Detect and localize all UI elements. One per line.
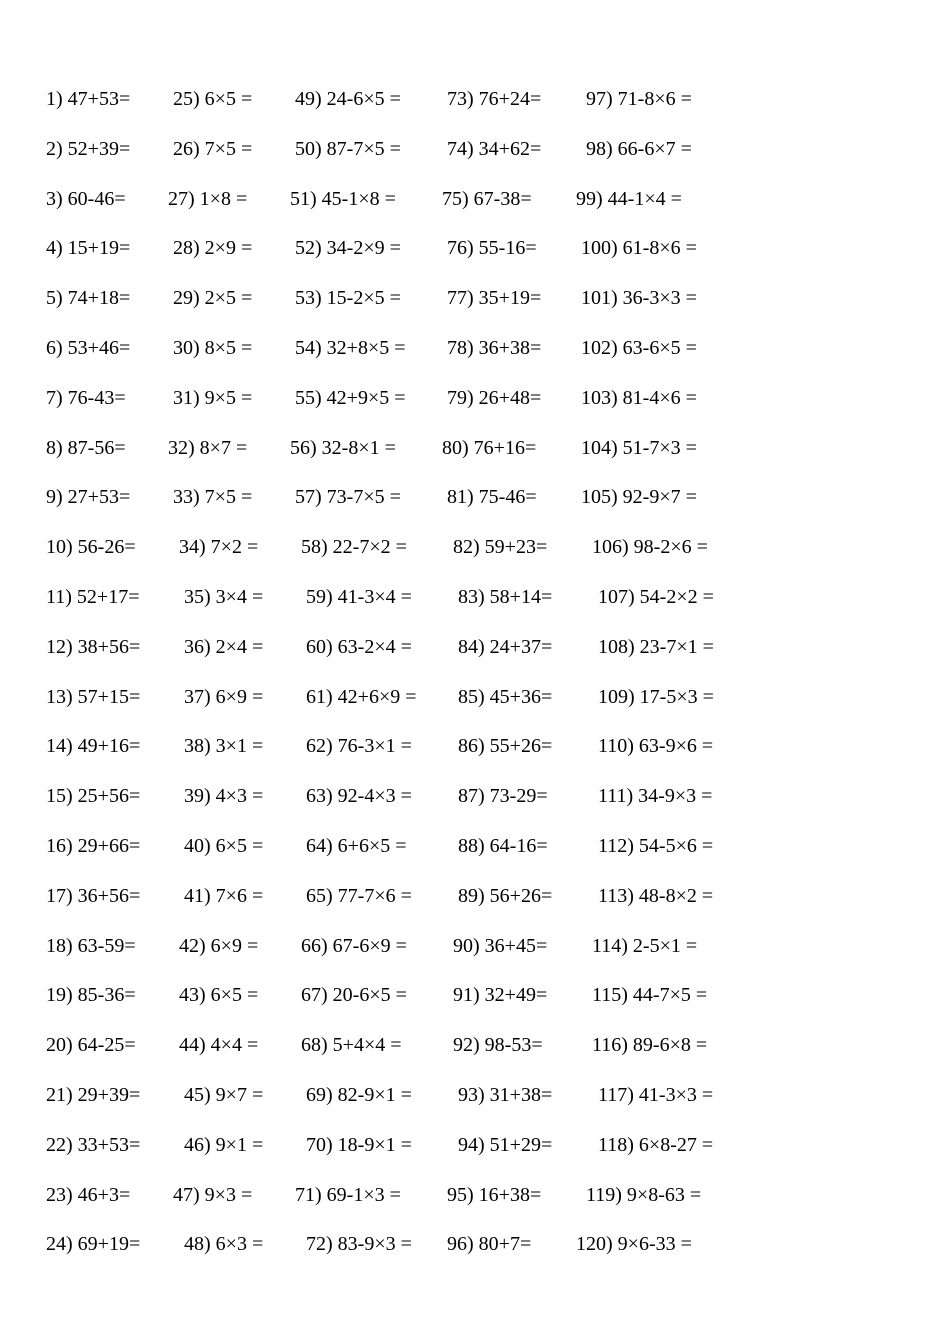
problem-row — [0, 233, 950, 263]
math-problem: 48) 6×3 = — [184, 1233, 264, 1256]
math-problem: 95) 16+38= — [447, 1183, 542, 1206]
math-problem: 81) 75-46= — [447, 486, 537, 509]
problem-row — [0, 433, 950, 463]
math-problem: 62) 76-3×1 = — [306, 735, 412, 758]
math-problem: 85) 45+36= — [458, 685, 553, 708]
math-problem: 117) 41-3×3 = — [598, 1084, 714, 1106]
math-problem: 47) 9×3 = — [173, 1183, 253, 1206]
math-problem: 13) 57+15= — [46, 685, 141, 708]
math-problem: 89) 56+26= — [458, 884, 553, 907]
math-problem: 32) 8×7 = — [168, 436, 248, 459]
math-problem: 94) 51+29= — [458, 1133, 553, 1156]
math-problem: 52) 34-2×9 = — [295, 237, 401, 260]
math-problem: 106) 98-2×6 = — [592, 536, 708, 559]
problem-row — [0, 582, 950, 612]
problem-row — [0, 283, 950, 313]
math-problem: 12) 38+56= — [46, 635, 141, 658]
math-problem: 20) 64-25= — [46, 1034, 136, 1057]
problem-row — [0, 682, 950, 712]
problem-row — [0, 184, 950, 214]
math-problem: 7) 76-43= — [46, 386, 126, 409]
math-problem: 24) 69+19= — [46, 1233, 141, 1256]
math-problem: 35) 3×4 = — [184, 586, 264, 608]
math-problem: 51) 45-1×8 = — [290, 187, 396, 210]
math-problem: 34) 7×2 = — [179, 536, 259, 559]
math-problem: 100) 61-8×6 = — [581, 237, 697, 260]
problem-row — [0, 1030, 950, 1060]
math-problem: 31) 9×5 = — [173, 386, 253, 409]
problem-row — [0, 1229, 950, 1259]
math-problem: 92) 98-53= — [453, 1034, 543, 1057]
math-problem: 87) 73-29= — [458, 785, 548, 808]
math-problem: 98) 66-6×7 = — [586, 137, 692, 160]
problem-row — [0, 532, 950, 562]
math-problem: 15) 25+56= — [46, 785, 141, 808]
math-problem: 102) 63-6×5 = — [581, 337, 697, 359]
math-problem: 65) 77-7×6 = — [306, 884, 412, 907]
problem-row — [0, 1080, 950, 1110]
math-problem: 101) 36-3×3 = — [581, 287, 697, 310]
math-problem: 59) 41-3×4 = — [306, 586, 412, 608]
math-problem: 61) 42+6×9 = — [306, 685, 417, 708]
math-problem: 119) 9×8-63 = — [586, 1183, 702, 1206]
math-problem: 22) 33+53= — [46, 1133, 141, 1156]
math-problem: 120) 9×6-33 = — [576, 1233, 692, 1256]
math-problem: 84) 24+37= — [458, 635, 553, 658]
math-problem: 72) 83-9×3 = — [306, 1233, 412, 1256]
problem-row — [0, 731, 950, 761]
math-problem: 64) 6+6×5 = — [306, 835, 407, 857]
math-problem: 18) 63-59= — [46, 934, 136, 957]
math-problem: 26) 7×5 = — [173, 137, 253, 160]
math-problem: 82) 59+23= — [453, 536, 548, 559]
math-problem: 110) 63-9×6 = — [598, 735, 714, 758]
math-problem: 55) 42+9×5 = — [295, 386, 406, 409]
math-problem: 42) 6×9 = — [179, 934, 259, 957]
math-problem: 111) 34-9×3 = — [598, 785, 713, 808]
math-problem: 76) 55-16= — [447, 237, 537, 260]
problem-row — [0, 84, 950, 114]
math-problem: 23) 46+3= — [46, 1183, 131, 1206]
math-problem: 10) 56-26= — [46, 536, 136, 559]
problem-row — [0, 931, 950, 961]
math-problem: 115) 44-7×5 = — [592, 984, 708, 1007]
math-problem: 49) 24-6×5 = — [295, 88, 401, 110]
math-problem: 6) 53+46= — [46, 337, 131, 359]
math-problem: 90) 36+45= — [453, 934, 548, 957]
math-problem: 14) 49+16= — [46, 735, 141, 758]
math-problem: 63) 92-4×3 = — [306, 785, 412, 808]
math-problem: 108) 23-7×1 = — [598, 635, 714, 658]
problem-row — [0, 831, 950, 861]
math-problem: 78) 36+38= — [447, 337, 542, 359]
math-problem: 25) 6×5 = — [173, 88, 253, 110]
math-problem: 56) 32-8×1 = — [290, 436, 396, 459]
math-problem: 71) 69-1×3 = — [295, 1183, 401, 1206]
math-problem: 113) 48-8×2 = — [598, 884, 714, 907]
problem-row — [0, 781, 950, 811]
math-problem: 88) 64-16= — [458, 835, 548, 857]
math-problem: 91) 32+49= — [453, 984, 548, 1007]
math-problem: 96) 80+7= — [447, 1233, 532, 1256]
problem-row — [0, 980, 950, 1010]
math-problem: 28) 2×9 = — [173, 237, 253, 260]
math-problem: 103) 81-4×6 = — [581, 386, 697, 409]
problem-row — [0, 1180, 950, 1210]
math-problem: 70) 18-9×1 = — [306, 1133, 412, 1156]
math-problem: 97) 71-8×6 = — [586, 88, 692, 110]
math-problem: 107) 54-2×2 = — [598, 586, 714, 608]
math-problem: 9) 27+53= — [46, 486, 131, 509]
problem-row — [0, 333, 950, 363]
math-problem: 45) 9×7 = — [184, 1084, 264, 1106]
math-problem: 19) 85-36= — [46, 984, 136, 1007]
math-problem: 116) 89-6×8 = — [592, 1034, 708, 1057]
math-problem: 3) 60-46= — [46, 187, 126, 210]
math-problem: 83) 58+14= — [458, 586, 553, 608]
math-problem: 109) 17-5×3 = — [598, 685, 714, 708]
math-problem: 99) 44-1×4 = — [576, 187, 682, 210]
math-problem: 33) 7×5 = — [173, 486, 253, 509]
problem-row — [0, 134, 950, 164]
math-problem: 36) 2×4 = — [184, 635, 264, 658]
problem-row — [0, 383, 950, 413]
math-problem: 11) 52+17= — [46, 586, 140, 608]
math-problem: 57) 73-7×5 = — [295, 486, 401, 509]
math-problem: 37) 6×9 = — [184, 685, 264, 708]
math-problem: 75) 67-38= — [442, 187, 532, 210]
math-problem: 114) 2-5×1 = — [592, 934, 698, 957]
math-problem: 21) 29+39= — [46, 1084, 141, 1106]
math-problem: 2) 52+39= — [46, 137, 131, 160]
math-problem: 44) 4×4 = — [179, 1034, 259, 1057]
math-problem: 39) 4×3 = — [184, 785, 264, 808]
math-problem: 118) 6×8-27 = — [598, 1133, 714, 1156]
math-problem: 112) 54-5×6 = — [598, 835, 714, 857]
problem-row — [0, 1130, 950, 1160]
math-problem: 67) 20-6×5 = — [301, 984, 407, 1007]
math-problem: 74) 34+62= — [447, 137, 542, 160]
math-problem: 53) 15-2×5 = — [295, 287, 401, 310]
math-problem: 68) 5+4×4 = — [301, 1034, 402, 1057]
math-problem: 69) 82-9×1 = — [306, 1084, 412, 1106]
math-problem: 66) 67-6×9 = — [301, 934, 407, 957]
math-problem: 8) 87-56= — [46, 436, 126, 459]
math-problem: 54) 32+8×5 = — [295, 337, 406, 359]
math-problem: 58) 22-7×2 = — [301, 536, 407, 559]
problem-row — [0, 482, 950, 512]
math-problem: 5) 74+18= — [46, 287, 131, 310]
math-problem: 17) 36+56= — [46, 884, 141, 907]
math-problem: 104) 51-7×3 = — [581, 436, 697, 459]
math-problem: 41) 7×6 = — [184, 884, 264, 907]
math-problem: 43) 6×5 = — [179, 984, 259, 1007]
math-problem: 4) 15+19= — [46, 237, 131, 260]
math-problem: 27) 1×8 = — [168, 187, 248, 210]
math-problem: 50) 87-7×5 = — [295, 137, 401, 160]
problem-row — [0, 881, 950, 911]
math-problem: 60) 63-2×4 = — [306, 635, 412, 658]
math-problem: 16) 29+66= — [46, 835, 141, 857]
math-problem: 79) 26+48= — [447, 386, 542, 409]
math-problem: 29) 2×5 = — [173, 287, 253, 310]
math-problem: 77) 35+19= — [447, 287, 542, 310]
math-problem: 38) 3×1 = — [184, 735, 264, 758]
math-problem: 80) 76+16= — [442, 436, 537, 459]
math-problem: 40) 6×5 = — [184, 835, 264, 857]
math-problem: 30) 8×5 = — [173, 337, 253, 359]
problem-row — [0, 632, 950, 662]
math-problem: 105) 92-9×7 = — [581, 486, 697, 509]
math-problem: 1) 47+53= — [46, 88, 131, 110]
math-problem: 46) 9×1 = — [184, 1133, 264, 1156]
math-problem: 86) 55+26= — [458, 735, 553, 758]
math-problem: 73) 76+24= — [447, 88, 542, 110]
math-problem: 93) 31+38= — [458, 1084, 553, 1106]
